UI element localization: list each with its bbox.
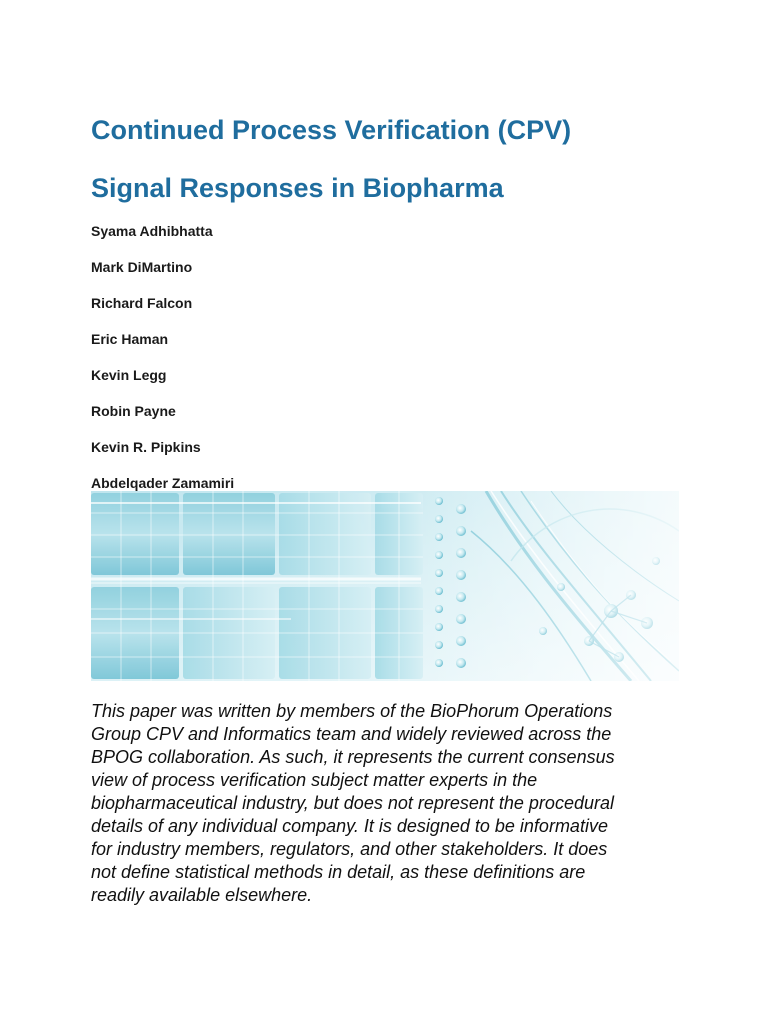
abstract-line: details of any individual company. It is designed to be informative — [91, 816, 608, 836]
abstract-line: This paper was written by members of the BioPhorum Operations — [91, 701, 613, 721]
abstract-paragraph — [91, 700, 681, 907]
author-list — [91, 220, 234, 508]
author-name: Abdelqader Zamamiri — [91, 475, 235, 491]
abstract-line: Group CPV and Informatics team and widely reviewed across the — [91, 724, 612, 744]
author-name: Eric Haman — [91, 331, 169, 347]
abstract-line: not define statistical methods in detail, as these definitions are — [91, 862, 586, 882]
abstract-line: for industry members, regulators, and other stakeholders. It does — [91, 839, 608, 859]
abstract-line: biopharmaceutical industry, but does not represent the procedural — [91, 793, 614, 813]
author-name: Syama Adhibhatta — [91, 223, 213, 239]
molecular-grid-banner-icon — [91, 491, 679, 681]
document-title-line-1: Continued Process Verification (CPV) — [91, 115, 572, 145]
abstract-line: readily available elsewhere. — [91, 885, 313, 905]
author-name: Kevin Legg — [91, 367, 167, 383]
author-name: Mark DiMartino — [91, 259, 193, 275]
decorative-banner-image — [91, 491, 679, 681]
author-name: Robin Payne — [91, 403, 176, 419]
author-name: Kevin R. Pipkins — [91, 439, 201, 455]
author-name: Richard Falcon — [91, 295, 193, 311]
abstract-line: BPOG collaboration. As such, it represents the current consensus — [91, 747, 615, 767]
abstract-line: view of process verification subject matter experts in the — [91, 770, 538, 790]
document-title-line-2: Signal Responses in Biopharma — [91, 173, 504, 203]
